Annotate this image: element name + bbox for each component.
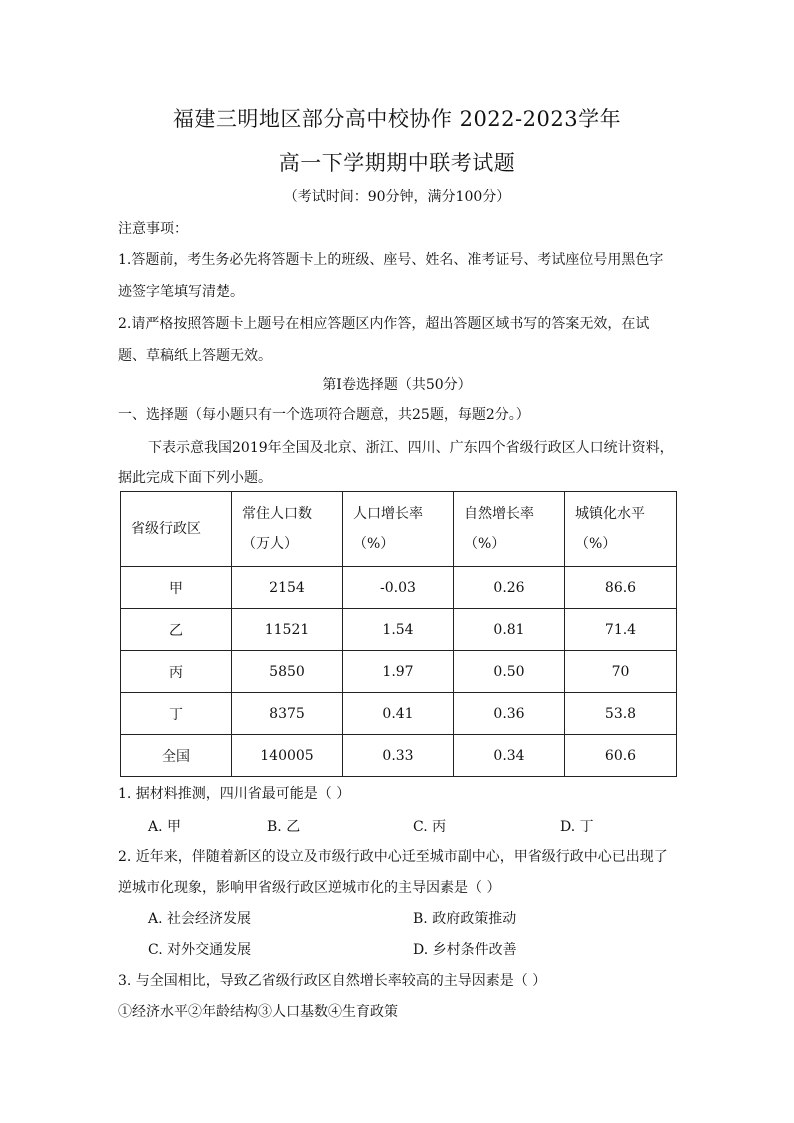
table-cell: 140005 [232,735,343,777]
table-row [121,651,677,693]
table-cell: 0.33 [343,735,454,777]
table-cell: 11521 [232,609,343,651]
question-1-option-a: A. 甲 [148,819,182,835]
header-natural-growth-unit: （%） [464,536,506,552]
header-growth-rate-unit: （%） [353,536,395,552]
table-cell: 0.41 [343,693,454,735]
table-intro-line2: 据此完成下面下列小题。 [118,470,272,486]
question-2-stem-line2: 逆城市化现象，影响甲省级行政区逆城市化的主导因素是（ ） [118,880,501,896]
question-2-option-a: A. 社会经济发展 [148,911,252,927]
question-2-option-c: C. 对外交通发展 [148,942,252,958]
population-table [120,491,677,777]
header-urbanization-unit: （%） [575,536,617,552]
question-2-option-d: D. 乡村条件改善 [413,942,517,958]
notes-item1-line1: 1.答题前，考生务必先将答题卡上的班级、座号、姓名、准考证号、考试座位号用黑色字 [118,252,664,268]
table-cell: 0.34 [454,735,565,777]
table-cell: 53.8 [565,693,677,735]
header-cell-natural-growth [454,492,565,567]
table-cell: -0.03 [343,567,454,609]
table-cell: 甲 [121,567,232,609]
notes-item1-line2: 迹签字笔填写清楚。 [118,284,244,300]
table-cell: 丙 [121,651,232,693]
table-intro-line1: 下表示意我国2019年全国及北京、浙江、四川、广东四个省级行政区人口统计资料， [148,440,674,456]
table-cell: 全国 [121,735,232,777]
header-natural-growth-label: 自然增长率 [464,506,534,522]
question-1-stem: 1. 据材料推测，四川省最可能是（ ） [118,786,351,802]
header-urbanization-label: 城镇化水平 [575,506,645,522]
document-title-line1: 福建三明地区部分高中校协作 2022-2023学年 [172,107,622,131]
header-cell-population [232,492,343,567]
table-cell: 0.36 [454,693,565,735]
header-cell-growth-rate [343,492,454,567]
table-cell: 1.97 [343,651,454,693]
table-cell: 1.54 [343,609,454,651]
table-cell: 86.6 [565,567,677,609]
table-cell: 60.6 [565,735,677,777]
table-cell: 8375 [232,693,343,735]
table-cell: 丁 [121,693,232,735]
question-3-stem: 3. 与全国相比，导致乙省级行政区自然增长率较高的主导因素是（ ） [118,973,547,989]
table-row [121,567,677,609]
question-2-stem-line1: 2. 近年来，伴随着新区的设立及市级行政中心迁至城市副中心，甲省级行政中心已出现了 [118,849,668,865]
exam-info: （考试时间：90分钟，满分100分） [283,189,511,205]
table-cell: 乙 [121,609,232,651]
document-title-line2: 高一下学期期中联考试题 [278,151,516,175]
header-region-label: 省级行政区 [131,521,201,537]
table-cell: 2154 [232,567,343,609]
question-2-option-b: B. 政府政策推动 [413,911,517,927]
question-1-option-d: D. 丁 [560,819,594,835]
table-cell: 0.50 [454,651,565,693]
section-instruction: 一、选择题（每小题只有一个选项符合题意，共25题，每题2分。） [118,407,530,423]
header-cell-urbanization [565,492,677,567]
table-row [121,609,677,651]
header-growth-rate-label: 人口增长率 [353,506,423,522]
header-population-unit: （万人） [242,536,298,552]
table-row [121,693,677,735]
table-row [121,735,677,777]
table-cell: 71.4 [565,609,677,651]
notes-item2-line2: 题、草稿纸上答题无效。 [118,348,272,364]
table-cell: 70 [565,651,677,693]
header-cell-region [121,492,232,567]
table-cell: 0.26 [454,567,565,609]
question-3-factors: ①经济水平②年龄结构③人口基数④生育政策 [118,1004,398,1020]
notes-item2-line1: 2.请严格按照答题卡上题号在相应答题区内作答，超出答题区域书写的答案无效，在试 [118,316,650,332]
table-cell: 5850 [232,651,343,693]
table-cell: 0.81 [454,609,565,651]
question-1-option-c: C. 丙 [413,819,447,835]
header-population-label: 常住人口数 [242,506,312,522]
question-1-option-b: B. 乙 [267,819,301,835]
section-title: 第Ⅰ卷选择题（共50分） [322,377,472,393]
notes-heading: 注意事项： [118,221,188,237]
table-header-row [121,492,677,567]
